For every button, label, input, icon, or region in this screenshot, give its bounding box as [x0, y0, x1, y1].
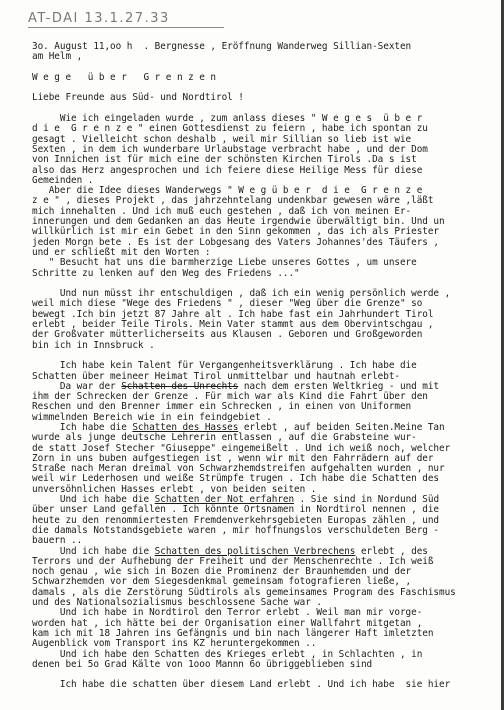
- text-line: ihm der Schrecken der Grenze . Für mich war als Kind die Fahrt über den: [32, 391, 428, 403]
- text-line: W e g e ü b e r G r e n z e n: [32, 71, 216, 83]
- text-line: bewegt .Ich bin jetzt 87 Jahre alt . Ich habe fast ein Jahrhundert Tirol: [32, 308, 434, 320]
- text-line: Und ich habe den Schatten des Krieges erlebt , in Schlachten , in: [32, 648, 423, 660]
- text-line: Schatten über meineer Heimat Tirol unmittelbar und hautnah erlebt-: [32, 370, 400, 382]
- text-line: Schritte zu lenken auf den Weg des Friedens ...": [32, 267, 300, 279]
- text-line: innerungen und dem Gedanken an das Heute irgendwie überwältigt bin. Und un: [32, 216, 445, 228]
- text-line: Wie ich eingeladen wurde , zum anlass dieses " W e g e s ü b e r: [32, 113, 423, 125]
- text-line: willkürlich ist mir ein Gebet in den Sinn gekommen , das ich als Priester: [32, 226, 440, 238]
- text-line: Terrors und der Aufhebung der Freiheit und der Menschenrechte . Ich weiß: [32, 555, 434, 567]
- text-line: Zorn in uns buben aufgestiegen ist , wenn wir mit den Fahrrädern auf der: [32, 452, 434, 464]
- text-line: Da war der Schatten des Unrechts nach dem ersten Weltkrieg - und mit: [32, 380, 440, 392]
- text-line: und des Nationalsozialismus beschlossene Sache war .: [32, 597, 322, 609]
- text-line: Und ich habe die Schatten der Not erfahren . Sie sind in Nordund Süd: [32, 494, 440, 506]
- text-line: am Helm ,: [32, 51, 83, 63]
- text-line: z e " , dieses Projekt , das jahrzehntelang undenkbar gewesen wäre ,läßt: [32, 195, 434, 207]
- archive-stamp-underline: [28, 27, 224, 28]
- text-line: Augenblick vom Transport ins KZ heruntergekommen ..: [32, 638, 317, 650]
- text-line: Aber die Idee dieses Wanderwegs " W e g ü b e r d i e G r e n z e: [32, 185, 423, 197]
- text-line: Schwarzhemden vor dem Siegesdenkmal gemeinsam fotografieren ließe, ,: [32, 576, 412, 588]
- text-line: denen bei 5o Grad Kälte von 1ooo Mannn 6o übriggeblieben sind: [32, 658, 373, 670]
- text-line: jeden Morgn bete . Es ist der Lobgesang des Vaters Johannes'des Täufers ,: [32, 236, 440, 248]
- text-line: Liebe Freunde aus Süd- und Nordtirol !: [32, 92, 244, 104]
- text-line: wurde als junge deutsche Lehrerin entlassen , auf die Grabsteine wur-: [32, 432, 417, 444]
- text-line: über unser Land gefallen . Ich könnte Ortsnamen in Nordtirol nennen , die: [32, 504, 440, 516]
- underlined-phrase: Schatten der Not erfahren: [154, 494, 295, 506]
- text-line: damals , als die Zerstörung Südtirols als gemeinsames Program des Faschismus: [32, 586, 456, 598]
- text-line: kam ich mit 18 Jahren ins Gefängnis und bin nach längerer Haft imletzten: [32, 627, 434, 639]
- text-line: Und ich habe die Schatten des politischen Verbrechens erlebt , des: [32, 545, 428, 557]
- text-line: Und ich habe in Nordtirol den Terror erlebt . Weil man mir vorge-: [32, 607, 423, 619]
- text-line: gesagt . Vielleicht schon deshalb , weil mir Sillian so lieb ist wie: [32, 133, 412, 145]
- text-line: worden hat , ich hätte bei der Organisation einer Wallfahrt mitgetan ,: [32, 617, 423, 629]
- underlined-phrase: Schatten des Unrechts: [121, 380, 239, 392]
- text-line: heute zu den renommiertesten Fremdenverkehrsgebieten Europas zählen , und: [32, 514, 440, 526]
- text-line: de statt Josef Stecher "Giuseppe" eingemeißelt . Und ich weiß noch, welcher: [32, 442, 451, 454]
- text-line: die damals Notstandsgebiete waren , mir hoffnungslos verschuldeten Berg -: [32, 524, 440, 536]
- text-line: weil mich diese "Wege des Friedens " , dieser "Weg über die Grenze" so: [32, 298, 423, 310]
- text-line: weil wir Lederhosen und weiße Strümpfe trugen . Ich habe die Schatten des: [32, 473, 440, 485]
- text-line: bauern ..: [32, 535, 83, 547]
- text-line: mich innehalten . Und ich muß euch gestehen , daß ich von meinen Er-: [32, 205, 412, 217]
- text-line: unversöhnlichen Hasses erlebt , von beiden seiten .: [32, 483, 317, 495]
- text-line: von Innichen ist für mich eine der schönsten Kirchen Tirols .Da s ist: [32, 154, 417, 166]
- text-line: also das Herz angesprochen und ich feiere diese Heilige Mess für diese: [32, 164, 423, 176]
- text-line: " Besucht hat uns die barmherzige Liebe unseres Gottes , um unsere: [32, 257, 417, 269]
- underlined-phrase: Schatten des Hasses: [132, 421, 239, 433]
- archive-stamp-text: AT-DAI 13.1.27.33: [28, 11, 170, 26]
- underlined-phrase: Schatten des politischen Verbrechens: [154, 545, 356, 557]
- typed-letter-body: [32, 42, 500, 691]
- text-line: Ich habe die schatten über diesem Land erlebt . Und ich habe sie hier: [32, 679, 451, 691]
- text-line: noch genau , wie sich in Bozen die Prominenz der Braunhemden und der: [32, 566, 412, 578]
- text-line: bin ich in Innsbruck .: [32, 339, 155, 351]
- text-line: Und nun müsst ihr entschuldigen , daß ich ein wenig persönlich werde ,: [32, 288, 451, 300]
- text-line: 3o. August 11,oo h . Bergnesse , Eröffnung Wanderweg Sillian-Sexten: [32, 41, 412, 52]
- text-line: Ich habe die Schatten des Hasses erlebt , auf beiden Seiten.Meine Tan: [32, 421, 445, 433]
- text-line: d i e G r e n z e " einen Gottesdienst zu feiern , habe ich spontan zu: [32, 123, 428, 135]
- text-line: Sexten , in dem ich wunderbare Urlaubstage verbracht habe , und der Dom: [32, 143, 428, 155]
- archive-stamp: [28, 11, 224, 28]
- text-line: erlebt , beider Teile Tirols. Mein Vater stammt aus dem Obervintschgau ,: [32, 319, 434, 331]
- text-line: Gemeinden .: [32, 174, 94, 186]
- text-line: Straße nach Meran dreimal von Schwarzhemdstreifen aufgehalten wurden , nur: [32, 463, 445, 475]
- text-line: Ich habe kein Talent für Vergangenheitsverklärung . Ich habe die: [32, 360, 417, 372]
- text-line: wimmelnden Bereich wie in ein feindgebiet .: [32, 411, 272, 423]
- text-line: Reschen und den Brenner immer ein Schrecken , in einen von Uniformen: [32, 401, 412, 413]
- text-line: der Großvater mütterlicherseits aus Klausen . Geboren und Großgeworden: [32, 329, 423, 341]
- text-line: und er schließt mit den Worten :: [32, 246, 211, 258]
